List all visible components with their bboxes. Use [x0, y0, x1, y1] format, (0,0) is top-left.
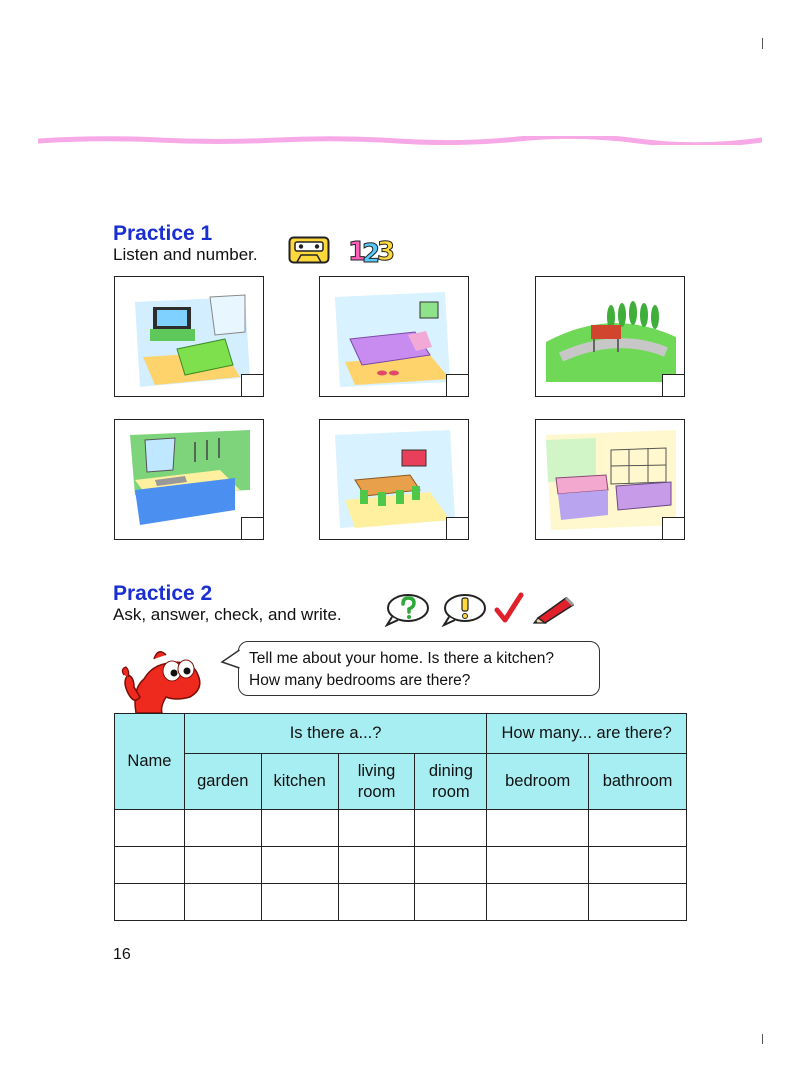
table-cell[interactable]: [415, 847, 487, 884]
pink-divider: [38, 136, 762, 145]
answer-box[interactable]: [662, 517, 684, 539]
speech-line-1: Tell me about your home. Is there a kitchen?: [249, 650, 554, 667]
table-cell[interactable]: [589, 884, 687, 921]
speech-bubble: [238, 641, 600, 696]
dining-room-picture: [319, 419, 469, 540]
numbers-icon: [346, 232, 396, 266]
cassette-icon: [288, 236, 330, 264]
header-living-room-word: room: [357, 782, 396, 801]
table-cell[interactable]: [589, 810, 687, 847]
header-garden: garden: [184, 754, 261, 810]
answer-box[interactable]: [446, 517, 468, 539]
header-living-room: [338, 754, 415, 810]
header-bathroom: bathroom: [589, 754, 687, 810]
table-row: [115, 884, 687, 921]
practice2-instruction: Ask, answer, check, and write.: [113, 605, 342, 624]
question-bubble-icon: [384, 593, 430, 627]
answer-box[interactable]: [241, 374, 263, 396]
table-cell[interactable]: [487, 847, 589, 884]
living-room-picture: [114, 276, 264, 397]
table-cell[interactable]: [184, 884, 261, 921]
svg-text:1: 1: [348, 237, 367, 266]
table-cell[interactable]: [184, 847, 261, 884]
header-dining-room: [415, 754, 487, 810]
header-living-word: living: [357, 761, 396, 780]
table-cell[interactable]: [338, 884, 415, 921]
table-cell[interactable]: [261, 847, 338, 884]
table-cell[interactable]: [261, 884, 338, 921]
header-dining-word: dining: [428, 761, 473, 780]
bathroom-picture: [535, 419, 685, 540]
bedroom-picture: [319, 276, 469, 397]
pencil-icon: [532, 594, 576, 624]
table-cell[interactable]: [487, 884, 589, 921]
practice1-title: Practice 1: [113, 222, 213, 245]
garden-picture: [535, 276, 685, 397]
page-number: 16: [113, 946, 131, 963]
mascot-character: [114, 641, 209, 713]
practice2-title: Practice 2: [113, 582, 213, 605]
practice1-instruction: Listen and number.: [113, 245, 258, 264]
answer-box[interactable]: [446, 374, 468, 396]
header-how-many: How many... are there?: [487, 714, 687, 754]
table-cell[interactable]: [115, 810, 185, 847]
kitchen-picture: [114, 419, 264, 540]
answer-box[interactable]: [241, 517, 263, 539]
speech-line-2: How many bedrooms are there?: [249, 672, 471, 689]
table-cell[interactable]: [589, 847, 687, 884]
table-cell[interactable]: [487, 810, 589, 847]
survey-table: [114, 713, 687, 921]
table-cell[interactable]: [261, 810, 338, 847]
header-bedroom: bedroom: [487, 754, 589, 810]
table-cell[interactable]: [115, 847, 185, 884]
table-cell[interactable]: [115, 884, 185, 921]
exclamation-bubble-icon: [441, 593, 487, 627]
header-name: Name: [115, 714, 185, 810]
svg-text:2: 2: [362, 239, 381, 266]
crop-mark-bottom: [762, 1034, 763, 1044]
table-cell[interactable]: [184, 810, 261, 847]
table-row: [115, 847, 687, 884]
checkmark-icon: [494, 592, 524, 624]
table-cell[interactable]: [415, 884, 487, 921]
table-cell[interactable]: [338, 847, 415, 884]
table-cell[interactable]: [415, 810, 487, 847]
table-cell[interactable]: [338, 810, 415, 847]
header-kitchen: kitchen: [261, 754, 338, 810]
answer-box[interactable]: [662, 374, 684, 396]
header-dining-room-word: room: [432, 782, 470, 801]
crop-mark-top: [762, 38, 763, 49]
speech-bubble-tail: [220, 648, 242, 670]
header-is-there: Is there a...?: [184, 714, 486, 754]
svg-text:3: 3: [377, 237, 396, 266]
table-row: [115, 810, 687, 847]
